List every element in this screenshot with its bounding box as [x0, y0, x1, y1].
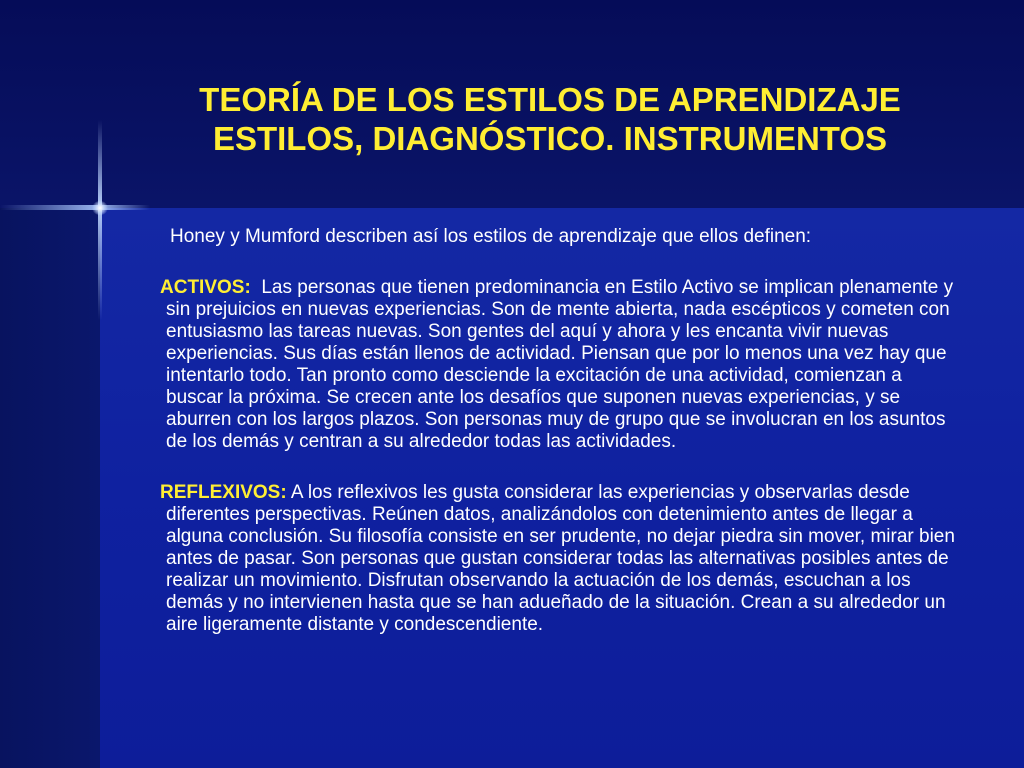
- star-sparkle-icon: [92, 201, 108, 215]
- star-sparkle-horizontal: [0, 205, 150, 210]
- section-reflexivos: [160, 482, 960, 636]
- left-band: [0, 208, 100, 768]
- section-text: A los reflexivos les gusta considerar las experiencias y observarlas desde diferentes perspectivas. Reúnen datos, analizándolos con detenimiento antes de llegar a alguna conclusión. Su filosofía consiste en ser prudente, no dejar piedra sin mover, mirar bien antes de pasar. Son personas que gustan considerar todas las alternativas posibles antes de realizar un movimiento. Disfrutan observando la actuación de los demás, escuchan a los demás y no intervienen hasta que se han adueñado de la situación. Crean a su alrededor un aire ligeramente distante y condescendiente.: [166, 482, 955, 635]
- title-line-1: TEORÍA DE LOS ESTILOS DE APRENDIZAJE: [199, 81, 901, 118]
- slide-content: [160, 226, 960, 665]
- intro-text: Honey y Mumford describen así los estilos de aprendizaje que ellos definen:: [170, 226, 812, 247]
- star-sparkle-vertical: [98, 120, 102, 320]
- section-text: Las personas que tienen predominancia en Estilo Activo se implican plenamente y sin prejuicios en nuevas experiencias. Son de mente abierta, nada escépticos y cometen con entusiasmo las tareas nuevas. Son gentes del aquí y ahora y les encanta vivir nuevas experiencias. Sus días están llenos de actividad. Piensan que por lo menos una vez hay que intentarlo todo. Tan pronto como desciende la excitación de una actividad, comienzan a buscar la próxima. Se crecen ante los desafíos que suponen nuevas experiencias, y se aburren con los largos plazos. Son personas muy de grupo que se involucran en los asuntos de los demás y centran a su alrededor todas las actividades.: [166, 277, 954, 452]
- slide-title: [150, 80, 950, 158]
- section-label: ACTIVOS:: [160, 277, 251, 298]
- title-line-2: ESTILOS, DIAGNÓSTICO. INSTRUMENTOS: [212, 120, 888, 157]
- section-activos: [160, 277, 960, 453]
- section-label: REFLEXIVOS:: [160, 482, 287, 503]
